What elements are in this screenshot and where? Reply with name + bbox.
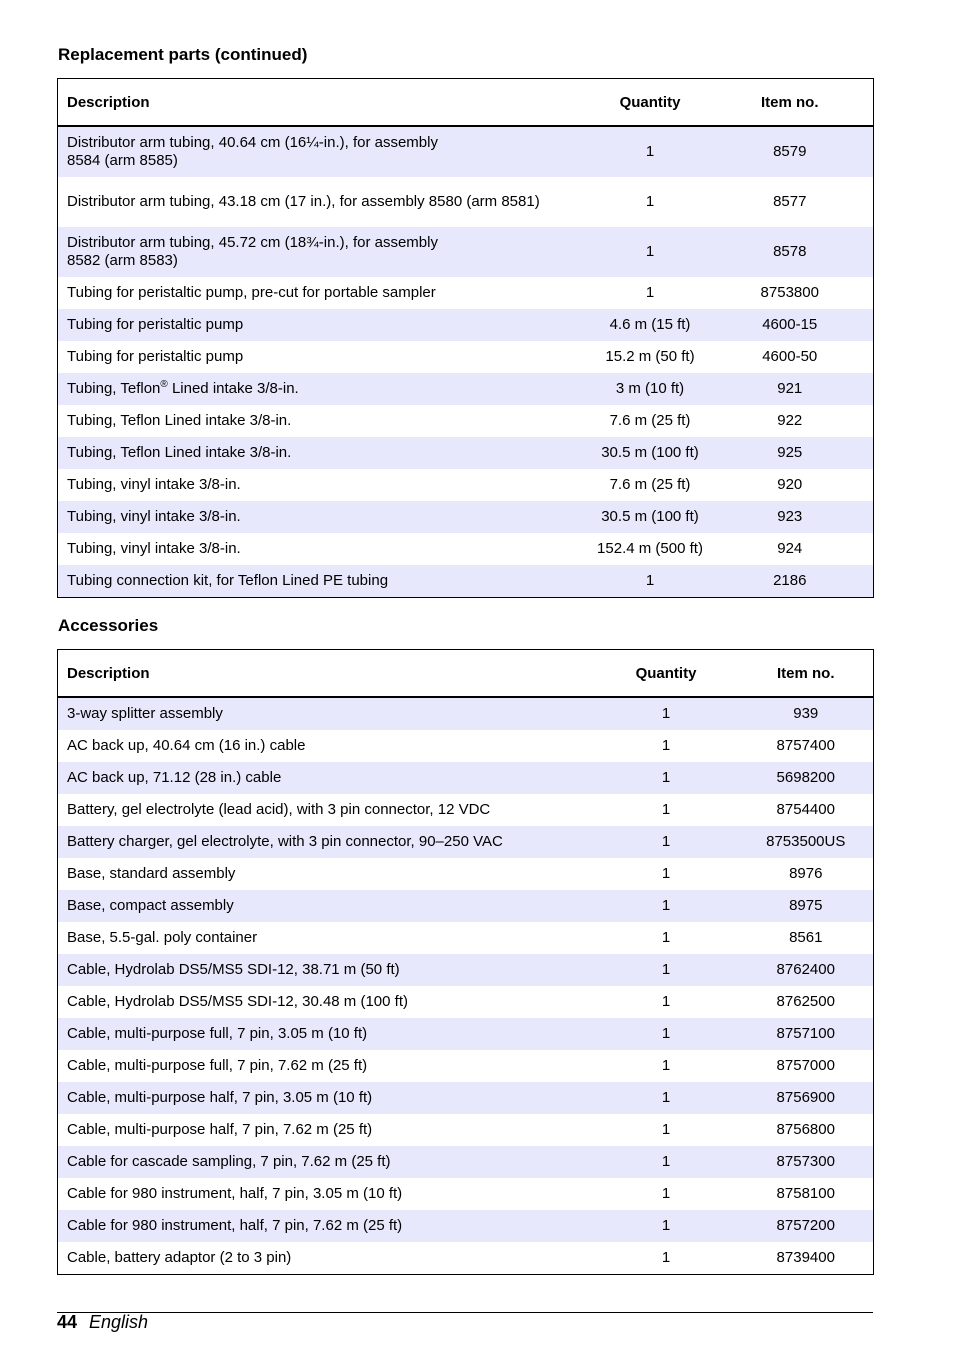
cell-item-no: 922 bbox=[707, 405, 874, 437]
table-row bbox=[58, 762, 874, 794]
cell-description: Cable, Hydrolab DS5/MS5 SDI-12, 38.71 m (50 ft) bbox=[58, 954, 594, 986]
table-row bbox=[58, 1018, 874, 1050]
table-row bbox=[58, 697, 874, 730]
cell-description: Tubing for peristaltic pump, pre-cut for portable sampler bbox=[58, 277, 594, 309]
cell-quantity: 1 bbox=[594, 922, 739, 954]
cell-description: Cable, Hydrolab DS5/MS5 SDI-12, 30.48 m (100 ft) bbox=[58, 986, 594, 1018]
page-number: 44 bbox=[57, 1312, 78, 1332]
cell-description: AC back up, 71.12 (28 in.) cable bbox=[58, 762, 594, 794]
table-row bbox=[58, 565, 874, 598]
table-row bbox=[58, 405, 874, 437]
description-text: Tubing, Teflon bbox=[67, 380, 161, 397]
column-header-item-no: Item no. bbox=[739, 650, 874, 698]
table-row bbox=[58, 1082, 874, 1114]
cell-quantity: 1 bbox=[594, 1242, 739, 1275]
cell-item-no: 8753500US bbox=[739, 826, 874, 858]
cell-description bbox=[58, 373, 594, 405]
cell-description: Cable, multi-purpose half, 7 pin, 3.05 m (10 ft) bbox=[58, 1082, 594, 1114]
cell-description: Tubing, vinyl intake 3/8-in. bbox=[58, 533, 594, 565]
cell-quantity: 1 bbox=[594, 277, 707, 309]
cell-item-no: 8578 bbox=[707, 227, 874, 277]
cell-quantity: 1 bbox=[594, 954, 739, 986]
table-row bbox=[58, 922, 874, 954]
cell-description: Base, compact assembly bbox=[58, 890, 594, 922]
cell-description: Cable, multi-purpose full, 7 pin, 3.05 m (10 ft) bbox=[58, 1018, 594, 1050]
cell-item-no: 925 bbox=[707, 437, 874, 469]
cell-quantity: 1 bbox=[594, 1018, 739, 1050]
table-row bbox=[58, 533, 874, 565]
table-row bbox=[58, 277, 874, 309]
cell-description: Distributor arm tubing, 45.72 cm (18¾-in.), for assembly 8582 (arm 8583) bbox=[58, 227, 594, 277]
cell-quantity: 1 bbox=[594, 177, 707, 227]
cell-description: Cable for 980 instrument, half, 7 pin, 3.05 m (10 ft) bbox=[58, 1178, 594, 1210]
table-row bbox=[58, 126, 874, 177]
cell-quantity: 1 bbox=[594, 762, 739, 794]
cell-item-no: 8753800 bbox=[707, 277, 874, 309]
table-row bbox=[58, 437, 874, 469]
cell-item-no: 8758100 bbox=[739, 1178, 874, 1210]
section-heading-replacement: Replacement parts (continued) bbox=[58, 45, 308, 64]
table-row bbox=[58, 730, 874, 762]
table-row bbox=[58, 1114, 874, 1146]
cell-description: Cable, multi-purpose full, 7 pin, 7.62 m (25 ft) bbox=[58, 1050, 594, 1082]
cell-description: Base, 5.5-gal. poly container bbox=[58, 922, 594, 954]
description-text-tail: Lined intake 3/8-in. bbox=[167, 380, 299, 397]
cell-quantity: 15.2 m (50 ft) bbox=[594, 341, 707, 373]
registered-mark: ® bbox=[160, 379, 168, 390]
cell-description: Tubing, vinyl intake 3/8-in. bbox=[58, 469, 594, 501]
cell-item-no: 8579 bbox=[707, 126, 874, 177]
cell-item-no: 8757400 bbox=[739, 730, 874, 762]
cell-quantity: 4.6 m (15 ft) bbox=[594, 309, 707, 341]
cell-quantity: 1 bbox=[594, 227, 707, 277]
cell-description: Cable, battery adaptor (2 to 3 pin) bbox=[58, 1242, 594, 1275]
cell-description: Cable, multi-purpose half, 7 pin, 7.62 m (25 ft) bbox=[58, 1114, 594, 1146]
table-row bbox=[58, 469, 874, 501]
cell-item-no: 8976 bbox=[739, 858, 874, 890]
cell-quantity: 1 bbox=[594, 1146, 739, 1178]
cell-item-no: 8757300 bbox=[739, 1146, 874, 1178]
table-row bbox=[58, 309, 874, 341]
cell-description: 3-way splitter assembly bbox=[58, 697, 594, 730]
cell-item-no: 920 bbox=[707, 469, 874, 501]
table-row bbox=[58, 373, 874, 405]
cell-quantity: 1 bbox=[594, 1114, 739, 1146]
cell-item-no: 5698200 bbox=[739, 762, 874, 794]
cell-quantity: 30.5 m (100 ft) bbox=[594, 437, 707, 469]
cell-item-no: 8756900 bbox=[739, 1082, 874, 1114]
cell-item-no: 8757200 bbox=[739, 1210, 874, 1242]
cell-item-no: 939 bbox=[739, 697, 874, 730]
cell-item-no: 8756800 bbox=[739, 1114, 874, 1146]
cell-quantity: 1 bbox=[594, 1050, 739, 1082]
column-header-item-no: Item no. bbox=[707, 79, 874, 127]
cell-quantity: 1 bbox=[594, 697, 739, 730]
cell-quantity: 7.6 m (25 ft) bbox=[594, 405, 707, 437]
column-header-description: Description bbox=[58, 650, 594, 698]
cell-quantity: 30.5 m (100 ft) bbox=[594, 501, 707, 533]
cell-quantity: 3 m (10 ft) bbox=[594, 373, 707, 405]
cell-item-no: 921 bbox=[707, 373, 874, 405]
cell-description: Tubing for peristaltic pump bbox=[58, 341, 594, 373]
cell-description: Distributor arm tubing, 43.18 cm (17 in.), for assembly 8580 (arm 8581) bbox=[58, 177, 594, 227]
table-row bbox=[58, 858, 874, 890]
cell-item-no: 8739400 bbox=[739, 1242, 874, 1275]
cell-item-no: 924 bbox=[707, 533, 874, 565]
table-row bbox=[58, 826, 874, 858]
cell-item-no: 4600-50 bbox=[707, 341, 874, 373]
table-row bbox=[58, 986, 874, 1018]
cell-description: Tubing, Teflon Lined intake 3/8-in. bbox=[58, 437, 594, 469]
footer-divider bbox=[57, 1312, 873, 1313]
table-row bbox=[58, 501, 874, 533]
column-header-quantity: Quantity bbox=[594, 650, 739, 698]
cell-description: Cable for cascade sampling, 7 pin, 7.62 m (25 ft) bbox=[58, 1146, 594, 1178]
column-header-quantity: Quantity bbox=[594, 79, 707, 127]
table-row bbox=[58, 954, 874, 986]
cell-description: Battery charger, gel electrolyte, with 3 pin connector, 90–250 VAC bbox=[58, 826, 594, 858]
cell-description: Base, standard assembly bbox=[58, 858, 594, 890]
accessories-table bbox=[57, 649, 874, 1275]
cell-quantity: 1 bbox=[594, 858, 739, 890]
table-row bbox=[58, 1050, 874, 1082]
replacement-parts-table bbox=[57, 78, 874, 598]
cell-description: Cable for 980 instrument, half, 7 pin, 7.62 m (25 ft) bbox=[58, 1210, 594, 1242]
section-heading-accessories: Accessories bbox=[58, 616, 159, 635]
table-row bbox=[58, 794, 874, 826]
cell-description: Tubing for peristaltic pump bbox=[58, 309, 594, 341]
cell-quantity: 1 bbox=[594, 1210, 739, 1242]
cell-quantity: 1 bbox=[594, 565, 707, 598]
cell-item-no: 8754400 bbox=[739, 794, 874, 826]
cell-quantity: 1 bbox=[594, 730, 739, 762]
page-footer bbox=[57, 1312, 148, 1333]
cell-quantity: 1 bbox=[594, 794, 739, 826]
cell-description: Tubing, Teflon Lined intake 3/8-in. bbox=[58, 405, 594, 437]
table-row bbox=[58, 227, 874, 277]
cell-description: Distributor arm tubing, 40.64 cm (16¼-in.), for assembly 8584 (arm 8585) bbox=[58, 126, 594, 177]
cell-quantity: 7.6 m (25 ft) bbox=[594, 469, 707, 501]
table-header-row bbox=[58, 650, 874, 698]
cell-description: Battery, gel electrolyte (lead acid), with 3 pin connector, 12 VDC bbox=[58, 794, 594, 826]
cell-description: AC back up, 40.64 cm (16 in.) cable bbox=[58, 730, 594, 762]
cell-quantity: 152.4 m (500 ft) bbox=[594, 533, 707, 565]
cell-item-no: 8757000 bbox=[739, 1050, 874, 1082]
cell-quantity: 1 bbox=[594, 826, 739, 858]
table-row bbox=[58, 341, 874, 373]
table-row bbox=[58, 1178, 874, 1210]
cell-item-no: 4600-15 bbox=[707, 309, 874, 341]
cell-item-no: 8561 bbox=[739, 922, 874, 954]
table-row bbox=[58, 890, 874, 922]
cell-item-no: 8975 bbox=[739, 890, 874, 922]
cell-description: Tubing, vinyl intake 3/8-in. bbox=[58, 501, 594, 533]
cell-description: Tubing connection kit, for Teflon Lined PE tubing bbox=[58, 565, 594, 598]
cell-quantity: 1 bbox=[594, 986, 739, 1018]
cell-quantity: 1 bbox=[594, 126, 707, 177]
table-header-row bbox=[58, 79, 874, 127]
table-row bbox=[58, 1210, 874, 1242]
footer-language: English bbox=[89, 1312, 149, 1332]
cell-quantity: 1 bbox=[594, 890, 739, 922]
cell-item-no: 8762500 bbox=[739, 986, 874, 1018]
cell-item-no: 923 bbox=[707, 501, 874, 533]
cell-quantity: 1 bbox=[594, 1082, 739, 1114]
cell-item-no: 8577 bbox=[707, 177, 874, 227]
cell-quantity: 1 bbox=[594, 1178, 739, 1210]
table-row bbox=[58, 1242, 874, 1275]
column-header-description: Description bbox=[58, 79, 594, 127]
cell-item-no: 2186 bbox=[707, 565, 874, 598]
cell-item-no: 8762400 bbox=[739, 954, 874, 986]
table-row bbox=[58, 177, 874, 227]
cell-item-no: 8757100 bbox=[739, 1018, 874, 1050]
table-row bbox=[58, 1146, 874, 1178]
